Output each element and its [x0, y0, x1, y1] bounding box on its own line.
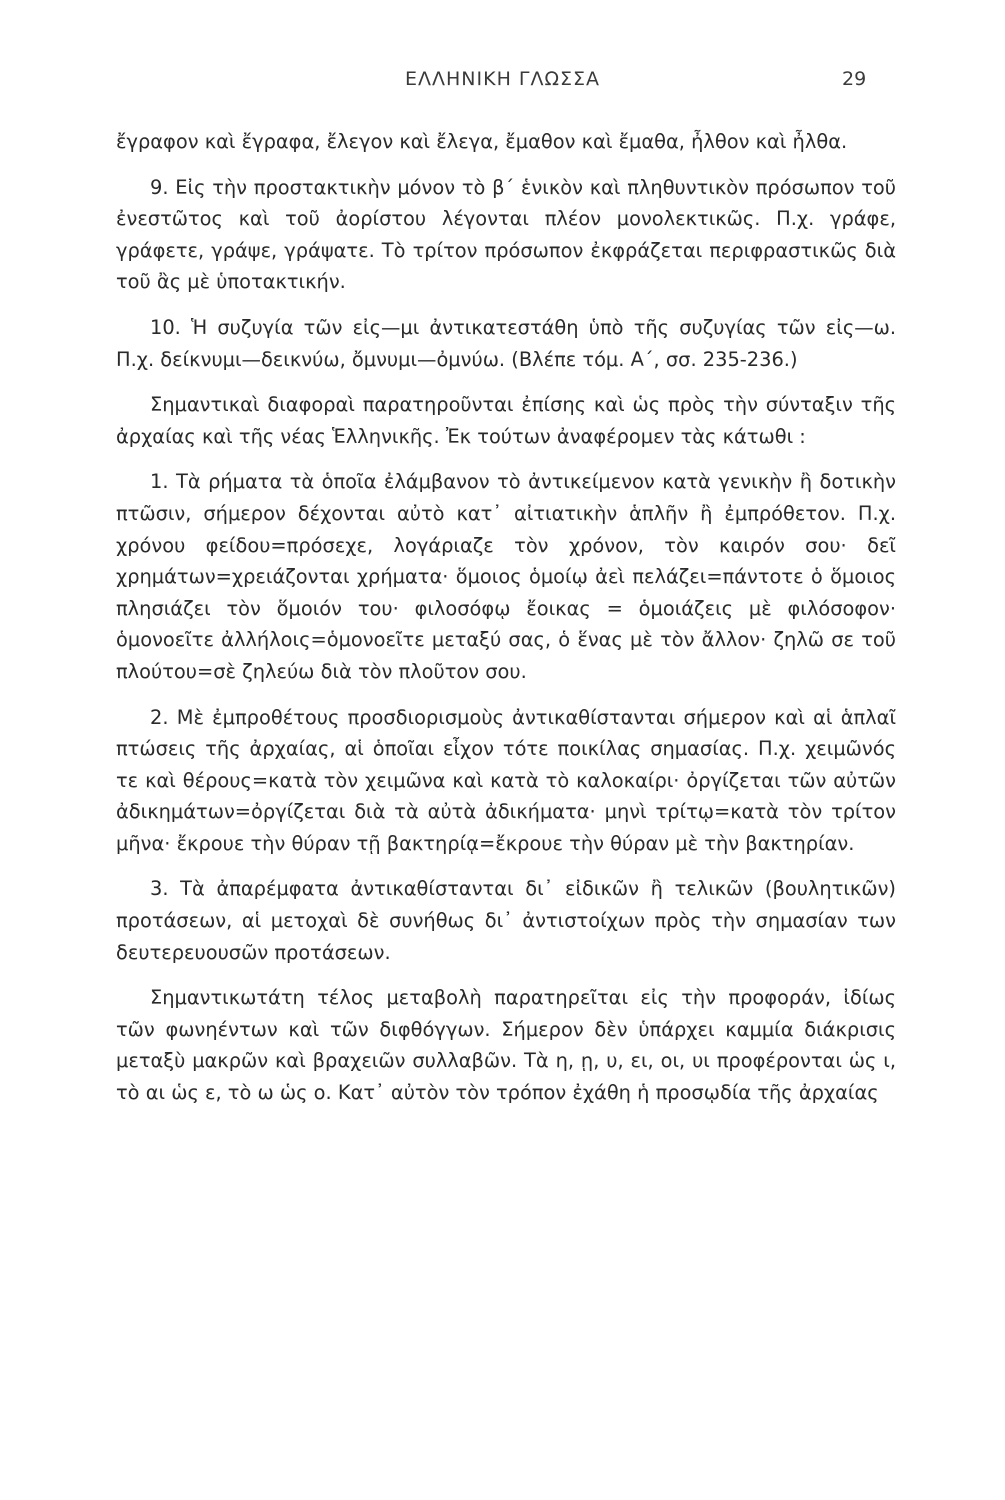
page-number: 29 — [842, 68, 867, 90]
paragraph-9-imperative: 9. Εἰς τὴν προστακτικὴν μόνον τὸ β΄ ἑνικὸν καὶ πληθυντικὸν πρόσωπον τοῦ ἐνεστῶτος καὶ τοῦ ἀορίστου λέγονται πλέον μονολεκτικῶς. Π.χ. γράφε, γράφετε, γράψε, γράψατε. Τὸ τρίτον πρόσωπον ἐκφράζεται περιφραστικῶς διὰ τοῦ ἂς μὲ ὑποτακτικήν. — [116, 175, 896, 294]
paragraph-2-prepositional: 2. Μὲ ἐμπροθέτους προσδιορισμοὺς ἀντικαθίστανται σήμερον καὶ αἱ ἁπλαῖ πτώσεις τῆς ἀρχαίας, αἱ ὁποῖαι εἶχον τότε ποικίλας σημασίας. Π.χ. χειμῶνός τε καὶ θέρους=κατὰ τὸν χειμῶνα καὶ κατὰ τὸ καλοκαίρι· ὀργίζεται τῶν αὐτῶν ἀδικημάτων=ὀργίζεται διὰ τὰ αὐτὰ ἀδικήματα· μηνὶ τρίτῳ=κατὰ τὸν τρίτον μῆνα· ἔκρουε τὴν θύραν τῇ βακτηρίᾳ=ἔκρουε τὴν θύραν μὲ τὴν βακτηρίαν. — [116, 705, 896, 855]
paragraph-syntax-differences: Σημαντικαὶ διαφοραὶ παρατηροῦνται ἐπίσης καὶ ὡς πρὸς τὴν σύνταξιν τῆς ἀρχαίας καὶ τῆς νέας Ἑλληνικῆς. Ἐκ τούτων ἀναφέρομεν τὰς κάτωθι : — [116, 393, 896, 448]
paragraph-10-conjugation: 10. Ἡ συζυγία τῶν εἰς—μι ἀντικατεστάθη ὑπὸ τῆς συζυγίας τῶν εἰς—ω. Π.χ. δείκνυμι—δεικνύω, ὄμνυμι—ὀμνύω. (Βλέπε τόμ. Α΄, σσ. 235-236.) — [116, 315, 896, 371]
paragraph-3-infinitives: 3. Τὰ ἀπαρέμφατα ἀντικαθίστανται δι᾽ εἰδικῶν ἢ τελικῶν (βουλητικῶν) προτάσεων, αἱ μετοχαὶ δὲ συνήθως δι᾽ ἀντιστοίχων πρὸς τὴν σημασίαν των δευτερευουσῶν προτάσεων. — [116, 877, 896, 964]
paragraph-continuation: ἔγραφον καὶ ἔγραφα, ἔλεγον καὶ ἔλεγα, ἔμαθον καὶ ἔμαθα, ἦλθον καὶ ἦλθα. — [116, 130, 848, 153]
running-title: ΕΛΛΗΝΙΚΗ ΓΛΩΣΣΑ — [405, 68, 600, 90]
body-text — [116, 126, 896, 1123]
paragraph-pronunciation: Σημαντικωτάτη τέλος μεταβολὴ παρατηρεῖται εἰς τὴν προφοράν, ἰδίως τῶν φωνηέντων καὶ τῶν διφθόγγων. Σήμερον δὲν ὑπάρχει καμμία διάκρισις μεταξὺ μακρῶν καὶ βραχειῶν συλλαβῶν. Τὰ η, ῃ, υ, ει, οι, υι προφέρονται ὡς ι, τὸ αι ὡς ε, τὸ ω ὡς ο. Κατ᾽ αὐτὸν τὸν τρόπον ἐχάθη ἡ προσῳδία τῆς ἀρχαίας — [116, 986, 896, 1105]
running-header — [0, 68, 1005, 94]
paragraph-1-verb-objects: 1. Τὰ ρήματα τὰ ὁποῖα ἐλάμβανον τὸ ἀντικείμενον κατὰ γενικὴν ἢ δοτικὴν πτῶσιν, σήμερον δέχονται αὐτὸ κατ᾽ αἰτιατικὴν ἁπλῆν ἢ ἐμπρόθετον. Π.χ. χρόνου φείδου=πρόσεχε, λογάριαζε τὸν χρόνον, τὸν καιρόν σου· δεῖ χρημάτων=χρειάζονται χρήματα· ὅμοιος ὁμοίῳ ἀεὶ πελάζει=πάντοτε ὁ ὅμοιος πλησιάζει τὸν ὅμοιόν του· φιλοσόφῳ ἔοικας = ὁμοιάζεις μὲ φιλόσοφον· ὁμονοεῖτε ἀλλήλοις=ὁμονοεῖτε μεταξύ σας, ὁ ἕνας μὲ τὸν ἄλλον· ζηλῶ σε τοῦ πλούτου=σὲ ζηλεύω διὰ τὸν πλοῦτον σου. — [116, 470, 896, 683]
